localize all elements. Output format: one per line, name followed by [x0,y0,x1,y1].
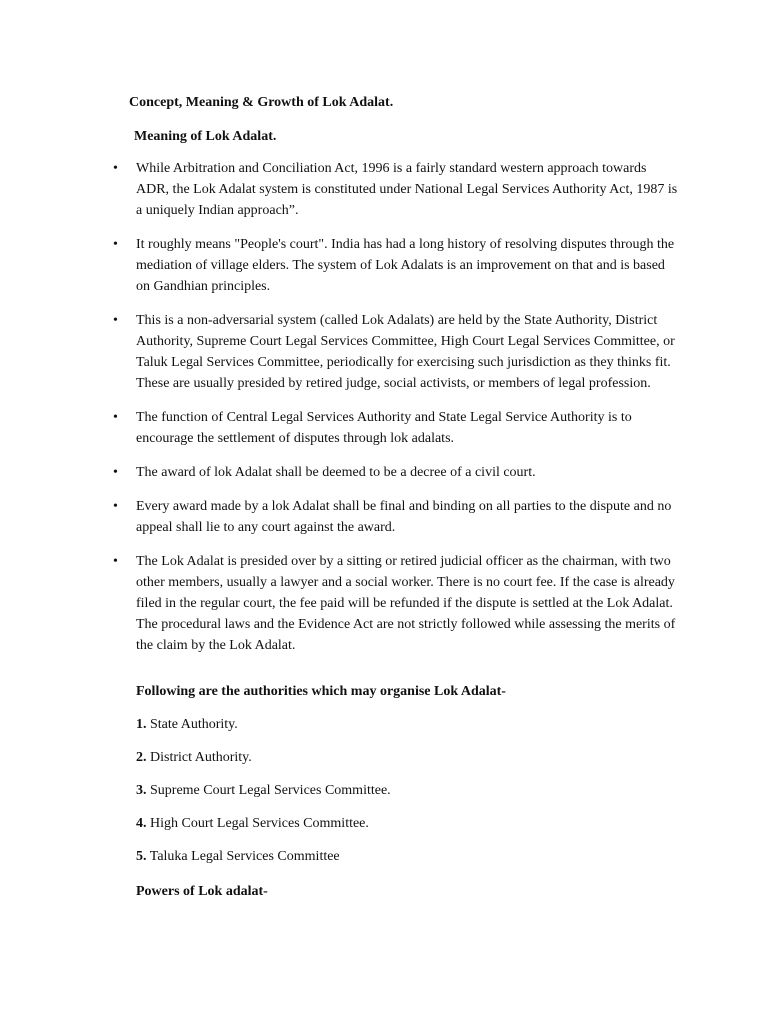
bullet-text: Every award made by a lok Adalat shall be final and binding on all parties to the dispute and no appeal shall lie to any court against the award. [136,499,672,535]
bullet-text: It roughly means "People's court". India has had a long history of resolving disputes through the mediation of village elders. The system of Lok Adalats is an improvement on that and is based on Gandhian principles. [136,237,675,294]
bullet-text: The Lok Adalat is presided over by a sitting or retired judicial officer as the chairman, with two other members, usually a lawyer and a social worker. There is no court fee. If the case is already filed in the regular court, the fee paid will be refunded if the dispute is settled at the Lok Adalat. The procedural laws and the Evidence Act are not strictly followed while assessing the merits of the claim by the Lok Adalat. [136,554,676,653]
bullet-text: The award of lok Adalat shall be deemed to be a decree of a civil court. [136,465,536,480]
item-number: 5. [136,849,147,864]
bullet-text: This is a non-adversarial system (called Lok Adalats) are held by the State Authority, District Authority, Supreme Court Legal Services Committee, High Court Legal Services Committee, or Taluk Legal Services Committee, periodically for exercising such jurisdiction as they thinks fit. These are usually presided by retired judge, social activists, or members of legal profession. [136,313,675,391]
list-item [136,780,391,801]
bullet-icon: • [113,465,118,480]
list-item [0,158,681,221]
item-text: State Authority. [146,717,238,732]
authorities-heading: Following are the authorities which may organise Lok Adalat- [136,684,506,699]
item-number: 3. [136,783,147,798]
list-item [136,846,391,867]
section-subtitle: Meaning of Lok Adalat. [134,129,277,144]
bullet-icon: • [113,554,118,569]
bullet-icon: • [113,237,118,252]
item-text: Supreme Court Legal Services Committee. [146,783,391,798]
list-item [136,747,391,768]
list-item [0,407,681,449]
bullet-icon: • [113,313,118,328]
item-number: 2. [136,750,147,765]
item-text: Taluka Legal Services Committee [146,849,340,864]
bullet-list [0,158,768,669]
list-item [0,234,681,297]
bullet-icon: • [113,161,118,176]
bullet-text: While Arbitration and Conciliation Act, 1996 is a fairly standard western approach towards ADR, the Lok Adalat system is constituted under National Legal Services Authority Act, 1987 is a uniquely Indian approach”. [136,161,678,218]
list-item [136,714,391,735]
item-text: High Court Legal Services Committee. [146,816,369,831]
bullet-icon: • [113,499,118,514]
authorities-list [136,714,391,879]
list-item [0,462,681,483]
bullet-text: The function of Central Legal Services Authority and State Legal Service Authority is to encourage the settlement of disputes through lok adalats. [136,410,632,446]
list-item [0,310,681,394]
item-text: District Authority. [146,750,252,765]
powers-heading: Powers of Lok adalat- [136,884,268,899]
bullet-icon: • [113,410,118,425]
document-title: Concept, Meaning & Growth of Lok Adalat. [129,95,394,110]
item-number: 1. [136,717,147,732]
list-item [0,551,681,656]
item-number: 4. [136,816,147,831]
list-item [0,496,681,538]
list-item [136,813,391,834]
